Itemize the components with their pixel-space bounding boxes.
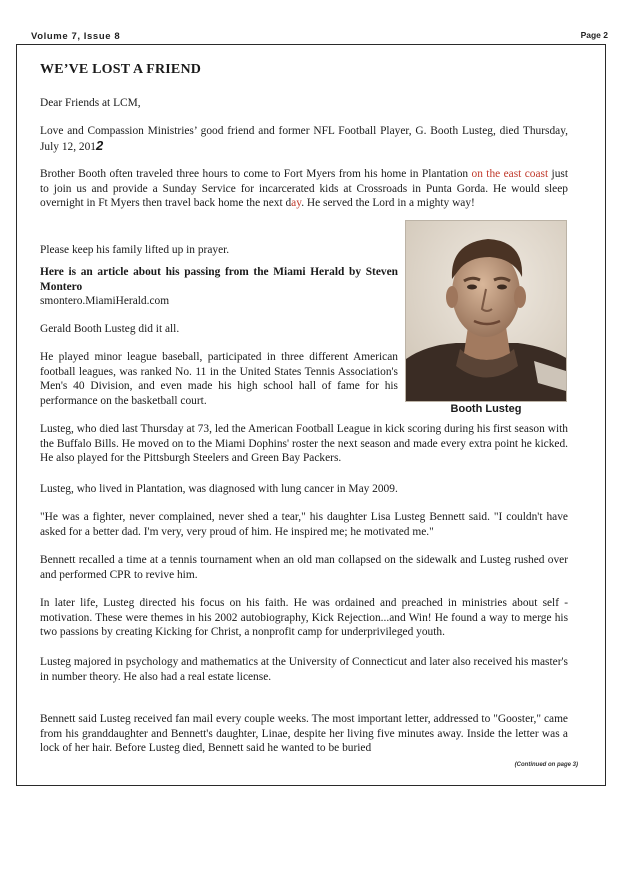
paragraph-sports: He played minor league baseball, participated in three different American football leagues, was ranked No. 11 in the United States Tennis Association's Men's 40 Division, and even made his high school hall of fame for his performance on the basketball court. [40,351,398,407]
paragraph-career: Lusteg, who died last Thursday at 73, led the American Football League in kick scoring during his first season with the Buffalo Bills. He moved on to the Miami Dophins' roster the next season and made every extra point he kicked. He also played for the Pittsburgh Steelers and Green Bay Packers. [40,423,568,465]
page-number: Page 2 [580,30,608,40]
paragraph-daughter-quote: "He was a fighter, never complained, never shed a tear," his daughter Lisa Lusteg Bennett said. "I couldn't have asked for a better dad. I'm very, very proud of him. He inspired me; he motivated me." [40,511,568,538]
paragraph-education: Lusteg majored in psychology and mathematics at the University of Connecticut and later also received his master's in number theory. He also had a real estate license. [40,656,568,683]
paragraph-faith: In later life, Lusteg directed his focus on his faith. He was ordained and preached in ministries about self -motivation. These were themes in his 2002 autobiography, Kick Rejection...and Win! He found a way to merge his two passions by creating Kicking for Christ, a nonprofit camp for underprivileged youth. [40,597,568,639]
photo-caption: Booth Lusteg [450,403,522,415]
announcement-text: Love and Compassion Ministries’ good friend and former NFL Football Player, G. Booth Lusteg, died Thursday, July 12, 201 [40,125,568,153]
paragraph-announcement [40,124,568,154]
volume-issue: Volume 7, Issue 8 [31,31,121,42]
booth-text-a: Brother Booth often traveled three hours to come to Fort Myers from his home in Plantation [40,168,472,180]
paragraph-cpr: Bennett recalled a time at a tennis tournament when an old man collapsed on the sidewalk and Lusteg rushed over and performed CPR to revive him. [40,554,568,581]
handwritten-digit: 2 [96,137,104,153]
booth-text-c: . He served the Lord in a mighty way! [301,197,475,210]
continued-note: (Continued on page 3) [514,762,578,768]
booth-red-text: on the east coast [471,168,549,180]
paragraph-diagnosis: Lusteg, who lived in Plantation, was diagnosed with lung cancer in May 2009. [40,483,398,495]
paragraph-did-it-all: Gerald Booth Lusteg did it all. [40,323,180,335]
booth-text-b: just to join us and provide a Sunday Service for incarcerated kids at Crossroads in Punta Gorda. He would sleep overnight in Ft Myers then travel back home the next d [40,168,568,210]
booth-lusteg-photo [405,220,567,402]
greeting: Dear Friends at LCM, [40,97,141,109]
herald-email: smontero.MiamiHerald.com [40,295,170,307]
paragraph-brother-booth [40,167,568,211]
paragraph-fan-mail: Bennett said Lusteg received fan mail every couple weeks. The most important letter, addressed to "Gooster," came from his granddaughter and Bennett's daughter, Linae, despite her living five minutes away. Inside the letter was a lock of her hair. Before Lusteg died, Bennett said he wanted to be buried [40,713,568,755]
article-title: WE’VE LOST A FRIEND [40,62,202,77]
prayer-request: Please keep his family lifted up in prayer. [40,244,230,256]
booth-red-text-2: ay [291,197,302,210]
herald-intro: Here is an article about his passing from the Miami Herald by Steven Montero [40,266,398,293]
portrait-image [406,221,567,402]
